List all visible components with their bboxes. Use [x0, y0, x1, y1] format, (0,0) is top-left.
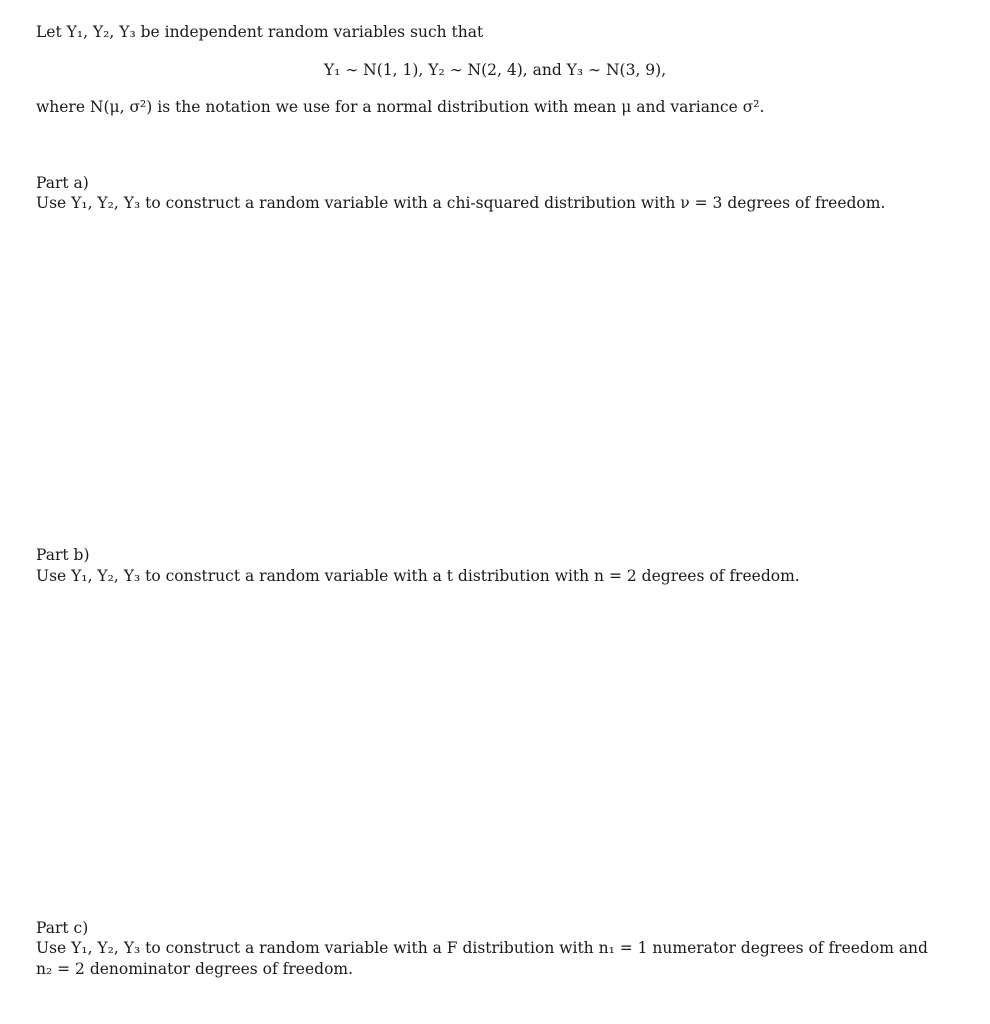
part-a-heading: Part a) — [36, 174, 89, 192]
part-b-heading: Part b) — [36, 546, 90, 564]
part-c-text-continued: n₂ = 2 denominator degrees of freedom. — [36, 960, 354, 978]
part-c-text: Use Y₁, Y₂, Y₃ to construct a random variable with a F distribution with n₁ = 1 numerator degrees of freedom and — [36, 939, 928, 957]
part-c-heading: Part c) — [36, 919, 89, 937]
intro-line: Let Y₁, Y₂, Y₃ be independent random variables such that — [36, 23, 484, 41]
notation-line: where N(μ, σ²) is the notation we use for a normal distribution with mean μ and variance σ². — [36, 98, 765, 116]
part-b-text: Use Y₁, Y₂, Y₃ to construct a random variable with a t distribution with n = 2 degrees of freedom. — [36, 567, 800, 585]
display-equation: Y₁ ∼ N(1, 1), Y₂ ∼ N(2, 4), and Y₃ ∼ N(3, 9), — [323, 61, 667, 79]
part-a-text: Use Y₁, Y₂, Y₃ to construct a random variable with a chi-squared distribution with ν = 3 degrees of freedom. — [36, 194, 886, 212]
